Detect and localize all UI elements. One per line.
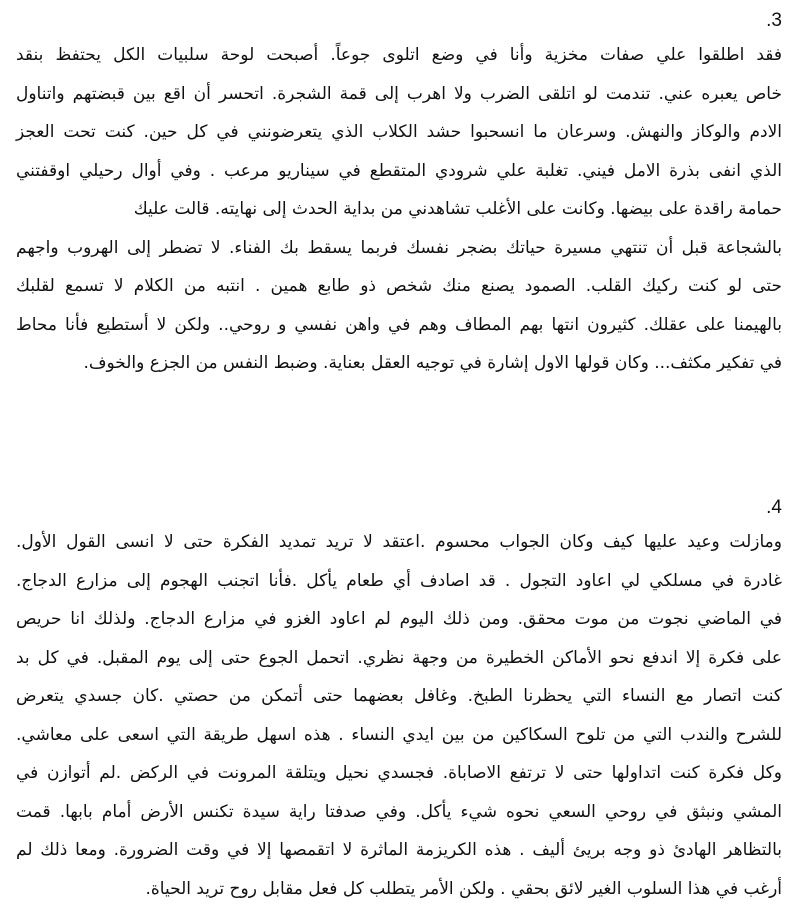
text-line: ومازلت وعيد عليها كيف وكان الجواب محسوم .اعتقد لا تريد تمديد الفكرة حتى لا انسى القول الأول. <box>16 523 782 562</box>
text-line: الذي انفى بذرة الامل فيني. تغلبة علي شرودي المتقطع في سيناريو مرعب . وفي أوال رحيلي اوقفتني <box>16 152 782 191</box>
section-number: .4 <box>0 493 800 523</box>
text-line: بالتظاهر الهادئ ذو وجه بريئ أليف . هذه الكريزمة الماثرة لا اتقمصها إلا في وقت الضرورة. ومعا ذلك لم <box>16 831 782 870</box>
text-line: كنت اتصار مع النساء التي يحظرنا الطبخ. وغافل بعضهما حتى أتمكن من حصتي .كان جسدي يتعرض <box>16 677 782 716</box>
section-3 <box>0 6 800 383</box>
text-line: الادم والوكاز والنهش. وسرعان ما انسحبوا حشد الكلاب الذي يتعرضونني في كل حين. كنت تحت العجز <box>16 113 782 152</box>
section-paragraph <box>0 523 800 908</box>
text-line: بالهيمنا على عقلك. كثيرون انتها بهم المطاف وهم في واهن نفسي و روحي.. ولكن لا أستطيع فأنا محاط <box>16 306 782 345</box>
text-line: على فكرة إلا اندفع نحو الأماكن الخطيرة من وجهة نظري. اتحمل الجوع حتى إلى يوم المقبل. في كل بد <box>16 639 782 678</box>
text-line: أرغب في هذا السلوب الغير لائق بحقي . ولكن الأمر يتطلب كل فعل مقابل روح تريد الحياة. <box>16 870 782 908</box>
text-line: للشرح والندب التي من تلوح السكاكين من بين ايدي النساء . هذه اسهل طريقة التي اسعى على معاشي. <box>16 716 782 755</box>
text-line: حتى لو كنت ركيك القلب. الصمود يصنع منك شخص ذو طابع همين . انتبه من الكلام لا تسمع لقلبك <box>16 267 782 306</box>
text-line: المشي ونبثق في روحي السعي نحوه شيء يأكل. وفي صدفتا راية سيدة تكنس الأرض أمام بابها. قمت <box>16 793 782 832</box>
text-line: فقد اطلقوا علي صفات مخزية وأنا في وضع اتلوى جوعاً. أصبحت لوحة سلبيات الكل يحتفظ بنقد <box>16 36 782 75</box>
section-paragraph <box>0 36 800 383</box>
section-4 <box>0 493 800 908</box>
text-line: غادرة في مسلكي لي اعاود التجول . قد اصادف أي طعام يأكل .فأنا اتجنب الهجوم إلى مزارع الدجاج. <box>16 562 782 601</box>
text-line: خاص يعبره عني. تندمت لو اتلقى الضرب ولا اهرب إلى قمة الشجرة. اتحسر أن اقع بين قبضتهم واتناول <box>16 75 782 114</box>
section-number: .3 <box>0 6 800 36</box>
text-line: حمامة راقدة على بيضها. وكانت على الأغلب تشاهدني من بداية الحدث إلى نهايته. قالت عليك <box>16 190 782 229</box>
text-line: في الماضي نجوت من موت محقق. ومن ذلك اليوم لم اعاود الغزو في مزارع الدجاج. ولذلك انا حريص <box>16 600 782 639</box>
text-line: في تفكير مكثف... وكان قولها الاول إشارة في توجيه العقل بعناية. وضبط النفس من الجزع والخوف. <box>16 344 782 383</box>
text-line: بالشجاعة قبل أن تنتهي مسيرة حياتك بضجر نفسك فربما يسقط بك الفناء. لا تضطر إلى الهروب واجهم <box>16 229 782 268</box>
text-line: وكل فكرة كنت اتداولها حتى لا ترتفع الاصاباة. فجسدي نحيل ويتلقة المرونت في الركض .لم أتوازن في <box>16 754 782 793</box>
